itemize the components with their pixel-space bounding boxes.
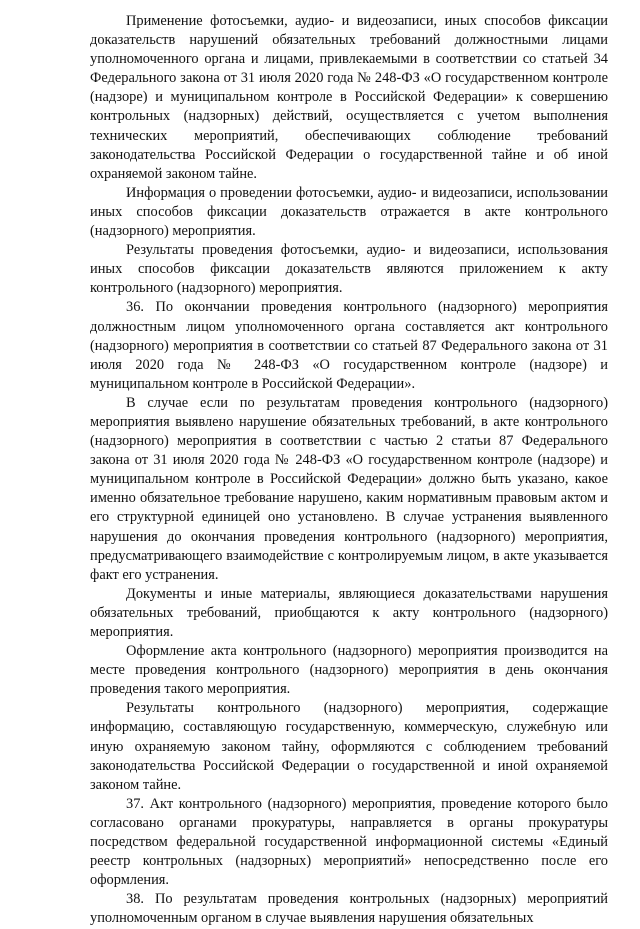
paragraph-item-36: 36. По окончании проведения контрольного (надзорного) мероприятия должностным лицом уполномоченного органа составляется акт контрольного (надзорного) мероприятия в соответствии со статьей 87 Федерального закона от 31 июля 2020 года № 248-ФЗ «О государственном контроле (надзоре) и муниципальном контроле в Российской Федерации». <box>90 299 608 392</box>
paragraph-act-drafting: Оформление акта контрольного (надзорного) мероприятия производится на месте проведения контрольного (надзорного) мероприятия в день окончания проведения такого мероприятия. <box>90 643 608 698</box>
document-page <box>90 12 608 929</box>
paragraph-secret-information: Результаты контрольного (надзорного) мероприятия, содержащие информацию, составляющую государственную, коммерческую, служебную или иную охраняемую законом тайну, оформляются с соблюдением требований законодательства Российской Федерации о государственной и иной охраняемой законом тайне. <box>90 700 608 793</box>
paragraph-recording-results: Результаты проведения фотосъемки, аудио- и видеозаписи, использования иных способов фиксации доказательств являются приложением к акту контрольного (надзорного) мероприятия. <box>90 242 608 297</box>
paragraph-recording-info: Информация о проведении фотосъемки, аудио- и видеозаписи, использовании иных способов фиксации доказательств отражается в акте контрольного (надзорного) мероприятия. <box>90 184 608 240</box>
paragraph-photo-video-application: Применение фотосъемки, аудио- и видеозаписи, иных способов фиксации доказательств нарушений обязательных требований должностными лицами уполномоченного органа и лицами, привлекаемыми в соответствии со статьей 34 Федерального закона от 31 июля 2020 года № 248-ФЗ «О государственном контроле (надзоре) и муниципальном контроле в Российской Федерации» к совершению контрольных (надзорных) действий, осуществляется с учетом выполнения технических мероприятий, обеспечивающих соблюдение требований законодательства Российской Федерации о государственной тайне и об иной охраняемой законом тайне. <box>90 13 608 182</box>
paragraph-item-37: 37. Акт контрольного (надзорного) мероприятия, проведение которого было согласовано органами прокуратуры, направляется в органы прокуратуры посредством федеральной государственной информационной системы «Единый реестр контрольных (надзорных) мероприятий» непосредственно после его оформления. <box>90 795 608 889</box>
paragraph-evidence-documents: Документы и иные материалы, являющиеся доказательствами нарушения обязательных требований, приобщаются к акту контрольного (надзорного) мероприятия. <box>90 585 608 640</box>
paragraph-violation-in-act: В случае если по результатам проведения контрольного (надзорного) мероприятия выявлено нарушение обязательных требований, в акте контрольного (надзорного) мероприятия в соответствии с частью 2 статьи 87 Федерального закона от 31 июля 2020 года № 248-ФЗ «О государственном контроле (надзоре) и муниципальном контроле в Российской Федерации» должно быть указано, какое именно обязательное требование нарушено, каким нормативным правовым актом и его структурной единицей оно установлено. В случае устранения выявленного нарушения до окончания проведения контрольного (надзорного) мероприятия, предусматривающего взаимодействие с контролируемым лицом, в акте указывается факт его устранения. <box>90 394 608 583</box>
paragraph-item-38: 38. По результатам проведения контрольных (надзорных) мероприятий уполномоченным органом в случае выявления нарушения обязательных <box>90 891 608 927</box>
